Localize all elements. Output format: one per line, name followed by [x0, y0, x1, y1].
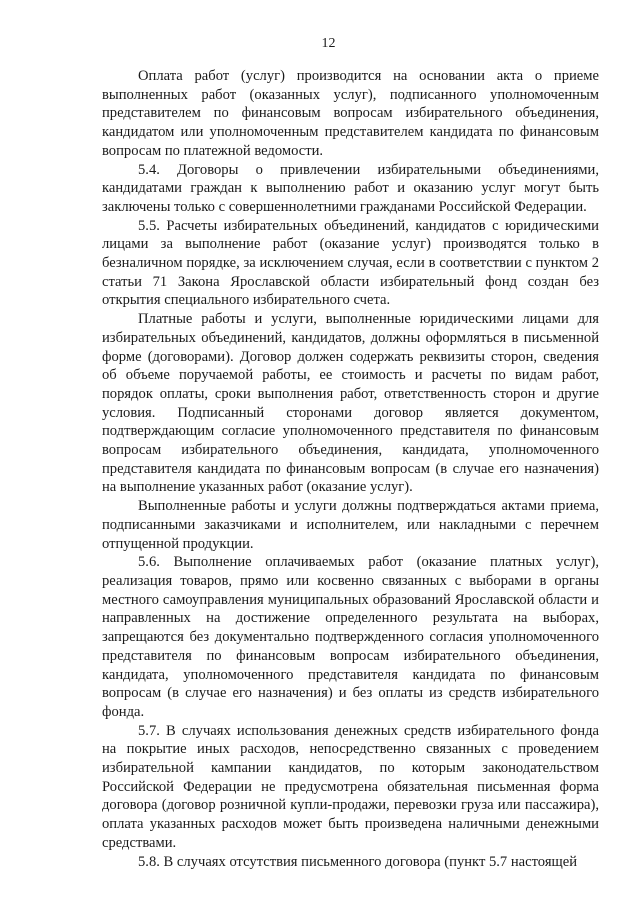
- paragraph-paid-works-contracts: Платные работы и услуги, выполненные юридическими лицами для избирательных объединений, кандидатов, должны оформляться в письменной форме (договорами). Договор должен содержать реквизиты сторон, сведения об объеме поручаемой работы, ее стоимость и расчеты по видам работ, порядок оплаты, сроки выполнения работ, ответственность сторон и другие условия. Подписанный сторонами договор является документом, подтверждающим согласие уполномоченного представителя по финансовым вопросам избирательного объединения, кандидата, уполномоченного представителя кандидата по финансовым вопросам (в случае его назначения) на выполнение указанных работ (оказание услуг).: [102, 311, 599, 496]
- paragraph-5-6: 5.6. Выполнение оплачиваемых работ (оказание платных услуг), реализация товаров, прямо или косвенно связанных с выборами в органы местного самоуправления муниципальных образований Ярославской области и направленных на достижение определенного результата на выборах, запрещаются без документально подтвержденного согласия уполномоченного представителя по финансовым вопросам избирательного объединения, кандидата, уполномоченного представителя кандидата по финансовым вопросам (в случае его назначения) и без оплаты из средств избирательного фонда.: [102, 554, 599, 720]
- paragraph-5-4: 5.4. Договоры о привлечении избирательными объединениями, кандидатами граждан к выполнению работ и оказанию услуг могут быть заключены только с совершеннолетними гражданами Российской Федерации.: [102, 161, 599, 215]
- paragraph-5-7: 5.7. В случаях использования денежных средств избирательного фонда на покрытие иных расходов, непосредственно связанных с проведением избирательной кампании кандидатов, по которым законодательством Российской Федерации не предусмотрена обязательная письменная форма договора (договор розничной купли-продажи, перевозки груза или пассажира), оплата указанных расходов может быть произведена наличными денежными средствами.: [102, 722, 599, 851]
- paragraph-acts-of-acceptance: Выполненные работы и услуги должны подтверждаться актами приема, подписанными заказчиками и исполнителем, или накладными с перечнем отпущенной продукции.: [102, 498, 599, 552]
- paragraph-5-5: 5.5. Расчеты избирательных объединений, кандидатов с юридическими лицами за выполнение работ (оказание услуг) производятся только в безналичном порядке, за исключением случая, если в соответствии с пунктом 2 статьи 71 Закона Ярославской области избирательный фонд создан без открытия специального избирательного счета.: [102, 217, 599, 309]
- paragraph-payment-act: Оплата работ (услуг) производится на основании акта о приеме выполненных работ (оказанных услуг), подписанного уполномоченным представителем по финансовым вопросам избирательного объединения, кандидатом или уполномоченным представителем кандидата по финансовым вопросам по платежной ведомости.: [102, 68, 599, 159]
- paragraph-5-8: 5.8. В случаях отсутствия письменного договора (пункт 5.7 настоящей: [138, 853, 578, 870]
- page-number: 12: [321, 36, 336, 51]
